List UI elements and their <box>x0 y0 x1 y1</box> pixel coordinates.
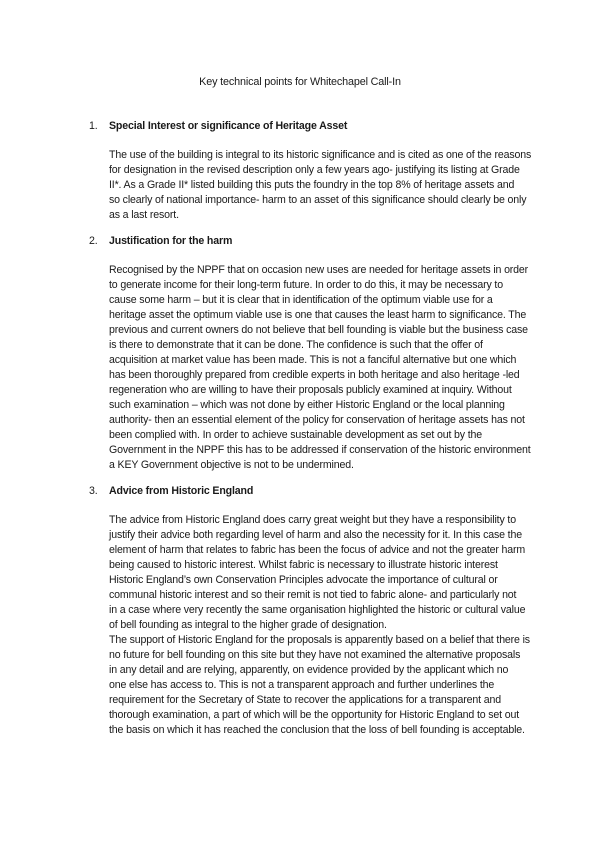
body-line: thorough examination, a part of which will be the opportunity for Historic England to set out <box>109 709 520 721</box>
body-line: element of harm that relates to fabric has been the focus of advice and not the greater harm <box>109 544 526 556</box>
section-body <box>109 263 549 473</box>
body-line: being caused to historic interest. Whilst fabric is necessary to illustrate historic interest <box>109 559 498 571</box>
body-line: of bell founding as integral to the higher grade of designation. <box>109 619 387 631</box>
section-heading-text: Advice from Historic England <box>109 485 254 497</box>
body-line: in a case where very recently the same organisation highlighted the historic or cultural value <box>109 604 526 616</box>
body-line: to generate income for their long-term future. In order to do this, it may be necessary to <box>109 279 503 291</box>
body-line: so clearly of national importance- harm to an asset of this significance should clearly be only <box>109 194 527 206</box>
section-number: 2. <box>89 235 98 247</box>
body-line: Recognised by the NPPF that on occasion new uses are needed for heritage assets in order <box>109 264 529 276</box>
section-number: 3. <box>89 485 98 497</box>
body-line: regeneration who are willing to have their proposals publicly examined at inquiry. Without <box>109 384 512 396</box>
body-line: II*. As a Grade II* listed building this puts the foundry in the top 8% of heritage assets and <box>109 179 515 191</box>
document-title: Key technical points for Whitechapel Call-In <box>199 76 401 88</box>
body-line: one else has access to. This is not a transparent approach and further underlines the <box>109 679 495 691</box>
body-line: acquisition at market value has been made. This is not a fanciful alternative but one which <box>109 354 517 366</box>
body-line: a KEY Government objective is not to be undermined. <box>109 459 354 471</box>
body-line: the basis on which it has reached the conclusion that the loss of bell founding is acceptable. <box>109 724 525 736</box>
body-line: heritage asset the optimum viable use is one that causes the least harm to significance. The <box>109 309 527 321</box>
body-line: justify their advice both regarding level of harm and also the necessity for it. In this case the <box>109 529 522 541</box>
body-line: as a last resort. <box>109 209 179 221</box>
body-line: for designation in the revised description only a few years ago- justifying its listing at Grade <box>109 164 520 176</box>
body-line: requirement for the Secretary of State to recover the applications for a transparent and <box>109 694 501 706</box>
body-line: The use of the building is integral to its historic significance and is cited as one of the reasons <box>109 149 532 161</box>
section-heading-text: Special Interest or significance of Heritage Asset <box>109 120 348 132</box>
section-special-interest <box>89 119 549 223</box>
section-heading <box>89 484 549 499</box>
section-heading <box>89 119 549 134</box>
body-line: has been thoroughly prepared from credible experts in both heritage and also heritage -led <box>109 369 520 381</box>
body-line: no future for bell founding on this site but they have not examined the alternative proposals <box>109 649 521 661</box>
body-line: been complied with. In order to achieve sustainable development as set out by the <box>109 429 482 441</box>
section-historic-england-advice <box>89 484 549 738</box>
section-number: 1. <box>89 120 98 132</box>
body-line: in any detail and are relying, apparently, on evidence provided by the applicant which no <box>109 664 509 676</box>
body-line: The advice from Historic England does carry great weight but they have a responsibility to <box>109 514 516 526</box>
section-body <box>109 148 549 223</box>
section-body <box>109 513 549 738</box>
body-line: Historic England’s own Conservation Principles advocate the importance of cultural or <box>109 574 498 586</box>
body-line: authority- then an essential element of the policy for conservation of heritage assets has not <box>109 414 525 426</box>
section-heading-text: Justification for the harm <box>109 235 233 247</box>
section-justification <box>89 234 549 473</box>
body-line: such examination – which was not done by either Historic England or the local planning <box>109 399 505 411</box>
body-line: The support of Historic England for the proposals is apparently based on a belief that there is <box>109 634 530 646</box>
section-heading <box>89 234 549 249</box>
body-line: communal historic interest and so their remit is not tied to fabric alone- and particularly not <box>109 589 517 601</box>
body-line: is there to demonstrate that it can be done. The confidence is such that the offer of <box>109 339 483 351</box>
body-line: previous and current owners do not believe that bell founding is viable but the business case <box>109 324 528 336</box>
body-line: cause some harm – but it is clear that in identification of the optimum viable use for a <box>109 294 493 306</box>
body-line: Government in the NPPF this has to be addressed if conservation of the historic environment <box>109 444 531 456</box>
